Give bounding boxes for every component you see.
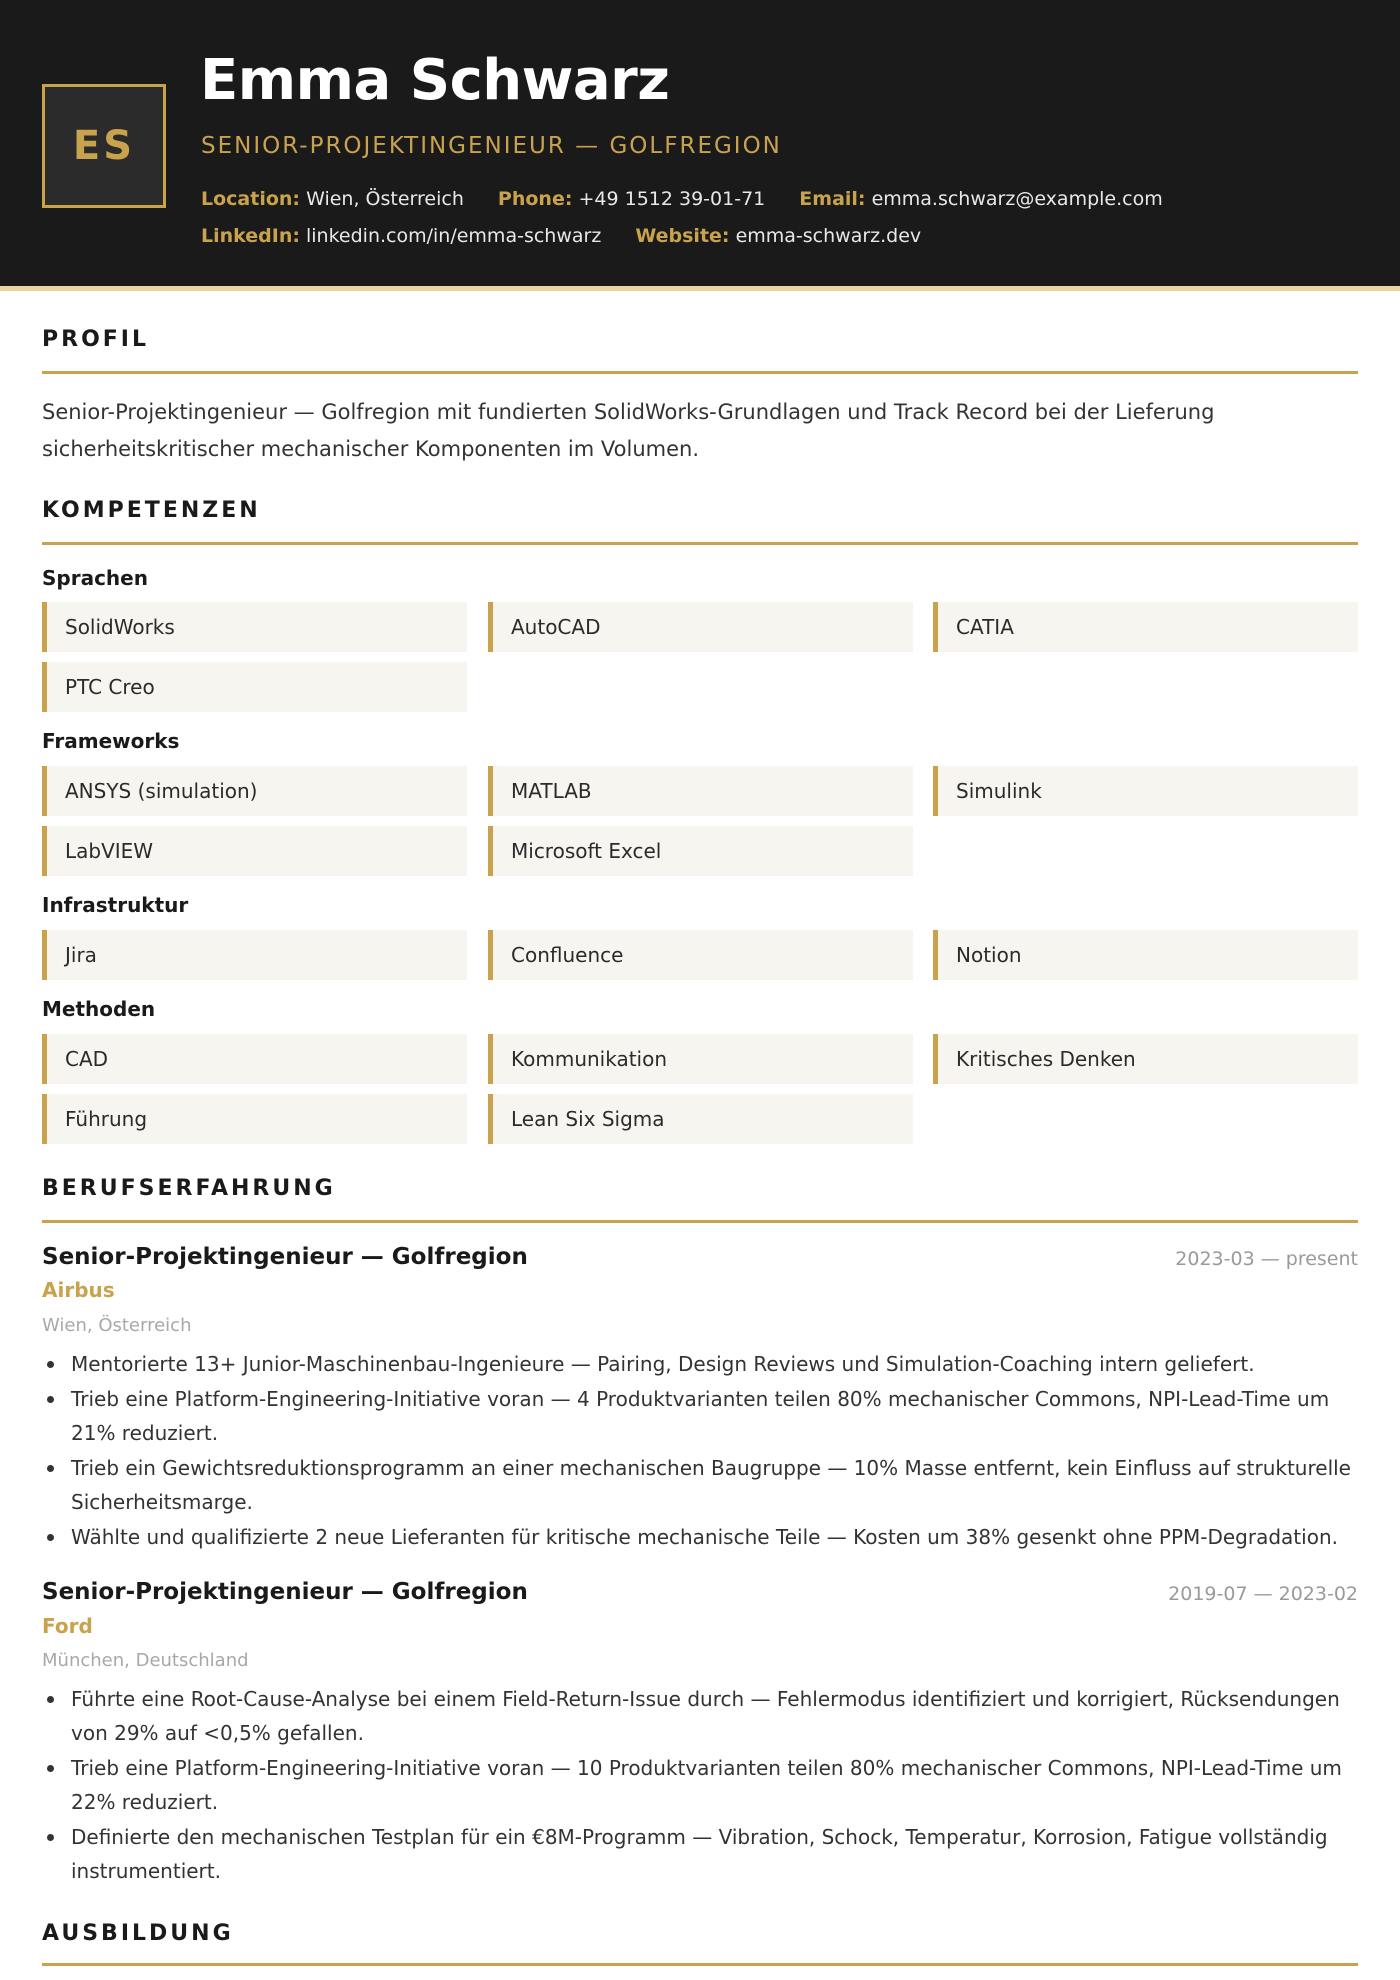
section-title-profile: PROFIL: [42, 327, 149, 352]
resume-header: [0, 0, 1400, 286]
monogram-badge: [42, 84, 166, 208]
skill-chip: AutoCAD: [488, 602, 913, 652]
job-company: Ford: [42, 1614, 93, 1638]
header-divider: [0, 286, 1400, 291]
monogram-initials: ES: [72, 123, 136, 169]
job-bullets: [42, 1347, 1362, 1555]
contact-label: Phone:: [497, 188, 573, 210]
skill-chip: LabVIEW: [42, 826, 467, 876]
candidate-headline: SENIOR-PROJEKTINGENIEUR — GOLFREGION: [201, 133, 782, 159]
skill-chip: Lean Six Sigma: [488, 1094, 913, 1144]
skill-group-label: Infrastruktur: [42, 893, 189, 917]
contact-row-secondary: [201, 225, 949, 247]
bullet-text: Führte eine Root-Cause-Analyse bei einem Field-Return-Issue durch — Fehlermodus identifiziert und korrigiert, Rücksendungen von 29% auf <0,5% gefallen.: [71, 1687, 1340, 1745]
skill-chip: Jira: [42, 930, 467, 980]
bullet-dot: [47, 1396, 54, 1403]
job-bullets: [42, 1682, 1362, 1889]
skill-group-label: Methoden: [42, 997, 156, 1021]
section-title-experience: BERUFSERFAHRUNG: [42, 1176, 336, 1201]
skill-chip: Kritisches Denken: [933, 1034, 1358, 1084]
list-item: [42, 1520, 1362, 1554]
list-item: [42, 1347, 1362, 1381]
section-rule: [42, 542, 1358, 545]
contact-value: +49 1512 39-01-71: [578, 188, 766, 210]
bullet-text: Definierte den mechanischen Testplan für ein €8M-Programm — Vibration, Schock, Temperatur, Korrosion, Fatigue vollständig instrumentiert.: [71, 1825, 1328, 1883]
contact-label: Location:: [201, 188, 301, 210]
bullet-dot: [47, 1361, 54, 1368]
contact-label: Email:: [799, 188, 866, 210]
contact-email[interactable]: [799, 188, 1162, 210]
bullet-dot: [47, 1834, 54, 1841]
job-dates: 2019-07 — 2023-02: [1168, 1583, 1358, 1605]
contact-phone: [498, 188, 765, 210]
contact-label: Website:: [635, 225, 730, 247]
contact-website[interactable]: [635, 225, 921, 247]
bullet-dot: [47, 1765, 54, 1772]
contact-row-primary: [201, 188, 1191, 210]
section-title-skills: KOMPETENZEN: [42, 498, 261, 523]
list-item: [42, 1451, 1362, 1519]
skill-chip: PTC Creo: [42, 662, 467, 712]
job-company: Airbus: [42, 1278, 115, 1302]
contact-value: Wien, Österreich: [306, 188, 464, 210]
skill-chip: CAD: [42, 1034, 467, 1084]
skill-chip: Simulink: [933, 766, 1358, 816]
list-item: [42, 1682, 1362, 1750]
bullet-text: Trieb ein Gewichtsreduktionsprogramm an einer mechanischen Baugruppe — 10% Masse entfernt, kein Einfluss auf strukturelle Sicherheitsmarge.: [71, 1456, 1351, 1514]
job-location: München, Deutschland: [42, 1650, 249, 1671]
bullet-dot: [47, 1465, 54, 1472]
contact-label: LinkedIn:: [201, 225, 300, 247]
skill-chip: Confluence: [488, 930, 913, 980]
candidate-name: Emma Schwarz: [200, 48, 670, 113]
contact-value[interactable]: emma.schwarz@example.com: [871, 188, 1163, 210]
section-title-education: AUSBILDUNG: [42, 1921, 234, 1946]
skill-chip: MATLAB: [488, 766, 913, 816]
contact-location: [201, 188, 464, 210]
list-item: [42, 1382, 1362, 1450]
bullet-dot: [47, 1534, 54, 1541]
job-dates: 2023-03 — present: [1175, 1248, 1358, 1270]
bullet-text: Trieb eine Platform-Engineering-Initiative voran — 10 Produktvarianten teilen 80% mechanischer Commons, NPI-Lead-Time um 22% reduziert.: [71, 1756, 1342, 1814]
skill-chip: Notion: [933, 930, 1358, 980]
skill-chip: CATIA: [933, 602, 1358, 652]
job-title: Senior-Projektingenieur — Golfregion: [42, 1579, 528, 1605]
skill-group-label: Sprachen: [42, 566, 148, 590]
section-rule: [42, 1220, 1358, 1223]
bullet-text: Trieb eine Platform-Engineering-Initiative voran — 4 Produktvarianten teilen 80% mechanischer Commons, NPI-Lead-Time um 21% reduziert.: [71, 1387, 1330, 1445]
bullet-text: Mentorierte 13+ Junior-Maschinenbau-Ingenieure — Pairing, Design Reviews und Simulation-Coaching intern geliefert.: [71, 1352, 1255, 1376]
job-title: Senior-Projektingenieur — Golfregion: [42, 1244, 528, 1270]
skill-chip: Microsoft Excel: [488, 826, 913, 876]
bullet-dot: [47, 1696, 54, 1703]
contact-value[interactable]: emma-schwarz.dev: [735, 225, 922, 247]
section-rule: [42, 371, 1358, 374]
skill-chip: Führung: [42, 1094, 467, 1144]
profile-summary: Senior-Projektingenieur — Golfregion mit fundierten SolidWorks-Grundlagen und Track Record bei der Lieferung sicherheitskritischer mechanischer Komponenten im Volumen.: [42, 400, 1215, 461]
list-item: [42, 1820, 1362, 1888]
skill-chip: SolidWorks: [42, 602, 467, 652]
skill-chip: Kommunikation: [488, 1034, 913, 1084]
skill-chip: ANSYS (simulation): [42, 766, 467, 816]
job-location: Wien, Österreich: [42, 1315, 192, 1336]
section-rule: [42, 1963, 1358, 1966]
list-item: [42, 1751, 1362, 1819]
bullet-text: Wählte und qualifizierte 2 neue Lieferanten für kritische mechanische Teile — Kosten um 38% gesenkt ohne PPM-Degradation.: [71, 1525, 1338, 1549]
contact-linkedin[interactable]: [201, 225, 601, 247]
contact-value[interactable]: linkedin.com/in/emma-schwarz: [306, 225, 602, 247]
skill-group-label: Frameworks: [42, 729, 180, 753]
